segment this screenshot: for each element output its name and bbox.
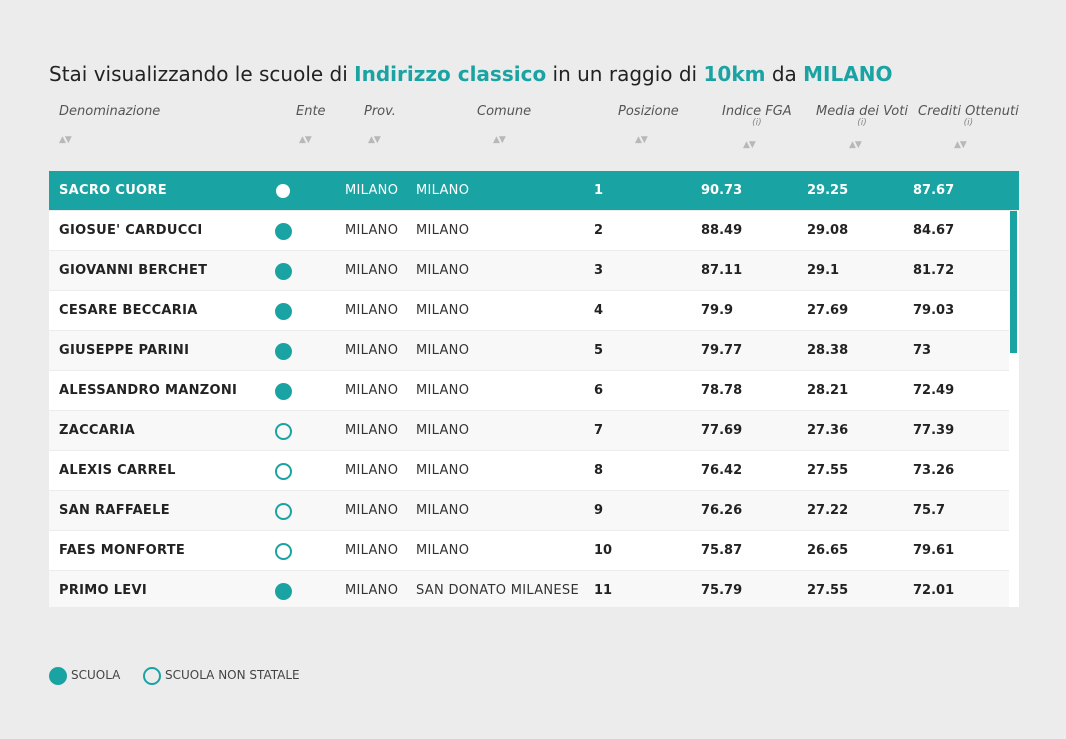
school-comune: MILANO xyxy=(416,423,470,438)
school-indice-fga: 79.9 xyxy=(701,303,734,318)
school-posizione: 1 xyxy=(594,183,604,198)
school-crediti: 77.39 xyxy=(913,423,955,438)
school-indice-fga: 78.78 xyxy=(701,383,743,398)
school-comune: MILANO xyxy=(416,343,470,358)
school-indice-fga: 90.73 xyxy=(701,183,743,198)
table-row[interactable] xyxy=(49,451,1009,491)
school-indice-fga: 76.26 xyxy=(701,503,743,518)
filled-circle-icon xyxy=(275,383,292,400)
school-prov: MILANO xyxy=(345,583,399,598)
school-name: CESARE BECCARIA xyxy=(59,303,198,318)
school-media-voti: 28.38 xyxy=(807,343,849,358)
filled-circle-icon xyxy=(275,303,292,320)
school-indice-fga: 87.11 xyxy=(701,263,743,278)
sort-arrows-icon[interactable]: ▲▼ xyxy=(743,140,755,150)
school-prov: MILANO xyxy=(345,263,399,278)
school-indice-fga: 75.79 xyxy=(701,583,743,598)
school-crediti: 75.7 xyxy=(913,503,946,518)
school-name: FAES MONFORTE xyxy=(59,543,186,558)
school-crediti: 81.72 xyxy=(913,263,955,278)
filled-circle-icon xyxy=(275,223,292,240)
school-crediti: 87.67 xyxy=(913,183,955,198)
school-posizione: 6 xyxy=(594,383,604,398)
filled-circle-icon xyxy=(276,184,290,198)
school-prov: MILANO xyxy=(345,543,399,558)
school-media-voti: 27.22 xyxy=(807,503,849,518)
school-prov: MILANO xyxy=(345,503,399,518)
school-prov: MILANO xyxy=(345,183,399,198)
sort-arrows-icon[interactable]: ▲▼ xyxy=(59,135,71,145)
school-prov: MILANO xyxy=(345,303,399,318)
table-row[interactable] xyxy=(49,291,1009,331)
school-name: PRIMO LEVI xyxy=(59,583,147,598)
school-comune: MILANO xyxy=(416,503,470,518)
table-header xyxy=(49,104,1019,164)
filled-circle-icon xyxy=(275,343,292,360)
school-comune: MILANO xyxy=(416,303,470,318)
info-icon[interactable]: (i) xyxy=(963,118,974,128)
filled-circle-icon xyxy=(49,667,67,685)
school-crediti: 84.67 xyxy=(913,223,955,238)
school-media-voti: 27.36 xyxy=(807,423,849,438)
school-media-voti: 27.55 xyxy=(807,463,849,478)
table-row[interactable] xyxy=(49,491,1009,531)
school-prov: MILANO xyxy=(345,223,399,238)
school-indice-fga: 75.87 xyxy=(701,543,743,558)
column-header-prov[interactable]: Prov. xyxy=(364,104,396,119)
school-comune: MILANO xyxy=(416,183,470,198)
title-text-1: Stai visualizzando le scuole di xyxy=(49,62,355,86)
column-header-indice-fga[interactable]: Indice FGA (i) xyxy=(722,104,792,128)
sort-arrows-icon[interactable]: ▲▼ xyxy=(493,135,505,145)
school-name: ALESSANDRO MANZONI xyxy=(59,383,238,398)
info-icon[interactable]: (i) xyxy=(752,118,762,128)
school-posizione: 7 xyxy=(594,423,604,438)
school-crediti: 79.61 xyxy=(913,543,955,558)
school-name: ALEXIS CARREL xyxy=(59,463,176,478)
title-indirizzo: Indirizzo classico xyxy=(354,62,547,86)
sort-arrows-icon[interactable]: ▲▼ xyxy=(635,135,647,145)
hollow-circle-icon xyxy=(275,543,292,560)
title-text-2: in un raggio di xyxy=(546,62,704,86)
filled-circle-icon xyxy=(275,583,292,600)
school-comune: MILANO xyxy=(416,263,470,278)
school-media-voti: 29.1 xyxy=(807,263,840,278)
column-header-denominazione[interactable]: Denominazione xyxy=(59,104,161,119)
school-posizione: 4 xyxy=(594,303,604,318)
school-crediti: 72.49 xyxy=(913,383,955,398)
school-crediti: 79.03 xyxy=(913,303,955,318)
school-comune: MILANO xyxy=(416,543,470,558)
title-text-3: da xyxy=(765,62,804,86)
table-row[interactable] xyxy=(49,211,1009,251)
school-crediti: 73 xyxy=(913,343,932,358)
hollow-circle-icon xyxy=(275,463,292,480)
school-name: SAN RAFFAELE xyxy=(59,503,170,518)
column-header-media-voti[interactable]: Media dei Voti (i) xyxy=(816,104,908,128)
title-raggio: 10km xyxy=(703,62,766,86)
school-indice-fga: 77.69 xyxy=(701,423,743,438)
schools-table xyxy=(49,171,1019,607)
school-posizione: 10 xyxy=(594,543,613,558)
table-row[interactable] xyxy=(49,331,1009,371)
title-citta: MILANO xyxy=(803,62,893,86)
table-scrollbar[interactable] xyxy=(1010,211,1017,353)
table-row[interactable] xyxy=(49,411,1009,451)
school-name: SACRO CUORE xyxy=(59,183,167,198)
column-header-crediti[interactable]: Crediti Ottenuti (i) xyxy=(918,104,1019,128)
school-comune: MILANO xyxy=(416,463,470,478)
school-media-voti: 28.21 xyxy=(807,383,849,398)
school-posizione: 3 xyxy=(594,263,604,278)
school-posizione: 5 xyxy=(594,343,604,358)
school-comune: SAN DONATO MILANESE xyxy=(416,583,579,598)
school-prov: MILANO xyxy=(345,383,399,398)
info-icon[interactable]: (i) xyxy=(857,118,867,128)
school-crediti: 72.01 xyxy=(913,583,955,598)
column-header-ente[interactable]: Ente xyxy=(296,104,326,119)
school-media-voti: 27.55 xyxy=(807,583,849,598)
school-indice-fga: 79.77 xyxy=(701,343,743,358)
school-prov: MILANO xyxy=(345,463,399,478)
school-posizione: 11 xyxy=(594,583,613,598)
school-crediti: 73.26 xyxy=(913,463,955,478)
school-name: GIOSUE' CARDUCCI xyxy=(59,223,203,238)
school-media-voti: 27.69 xyxy=(807,303,849,318)
table-row[interactable] xyxy=(49,171,1019,211)
school-name: GIUSEPPE PARINI xyxy=(59,343,190,358)
filled-circle-icon xyxy=(275,263,292,280)
column-header-comune[interactable]: Comune xyxy=(477,104,532,119)
column-header-posizione[interactable]: Posizione xyxy=(618,104,679,119)
sort-arrows-icon[interactable]: ▲▼ xyxy=(299,135,311,145)
table-row[interactable] xyxy=(49,371,1009,411)
page-title xyxy=(49,62,892,86)
school-media-voti: 26.65 xyxy=(807,543,849,558)
hollow-circle-icon xyxy=(143,667,161,685)
school-name: ZACCARIA xyxy=(59,423,135,438)
school-prov: MILANO xyxy=(345,343,399,358)
school-posizione: 8 xyxy=(594,463,604,478)
school-posizione: 2 xyxy=(594,223,604,238)
sort-arrows-icon[interactable]: ▲▼ xyxy=(849,140,861,150)
school-media-voti: 29.25 xyxy=(807,183,849,198)
hollow-circle-icon xyxy=(275,423,292,440)
table-row[interactable] xyxy=(49,531,1009,571)
school-indice-fga: 76.42 xyxy=(701,463,743,478)
school-media-voti: 29.08 xyxy=(807,223,849,238)
table-row[interactable] xyxy=(49,251,1009,291)
table-row[interactable] xyxy=(49,571,1009,607)
school-prov: MILANO xyxy=(345,423,399,438)
school-comune: MILANO xyxy=(416,223,470,238)
school-posizione: 9 xyxy=(594,503,604,518)
school-indice-fga: 88.49 xyxy=(701,223,743,238)
sort-arrows-icon[interactable]: ▲▼ xyxy=(954,140,966,150)
sort-arrows-icon[interactable]: ▲▼ xyxy=(368,135,380,145)
school-comune: MILANO xyxy=(416,383,470,398)
hollow-circle-icon xyxy=(275,503,292,520)
school-name: GIOVANNI BERCHET xyxy=(59,263,208,278)
